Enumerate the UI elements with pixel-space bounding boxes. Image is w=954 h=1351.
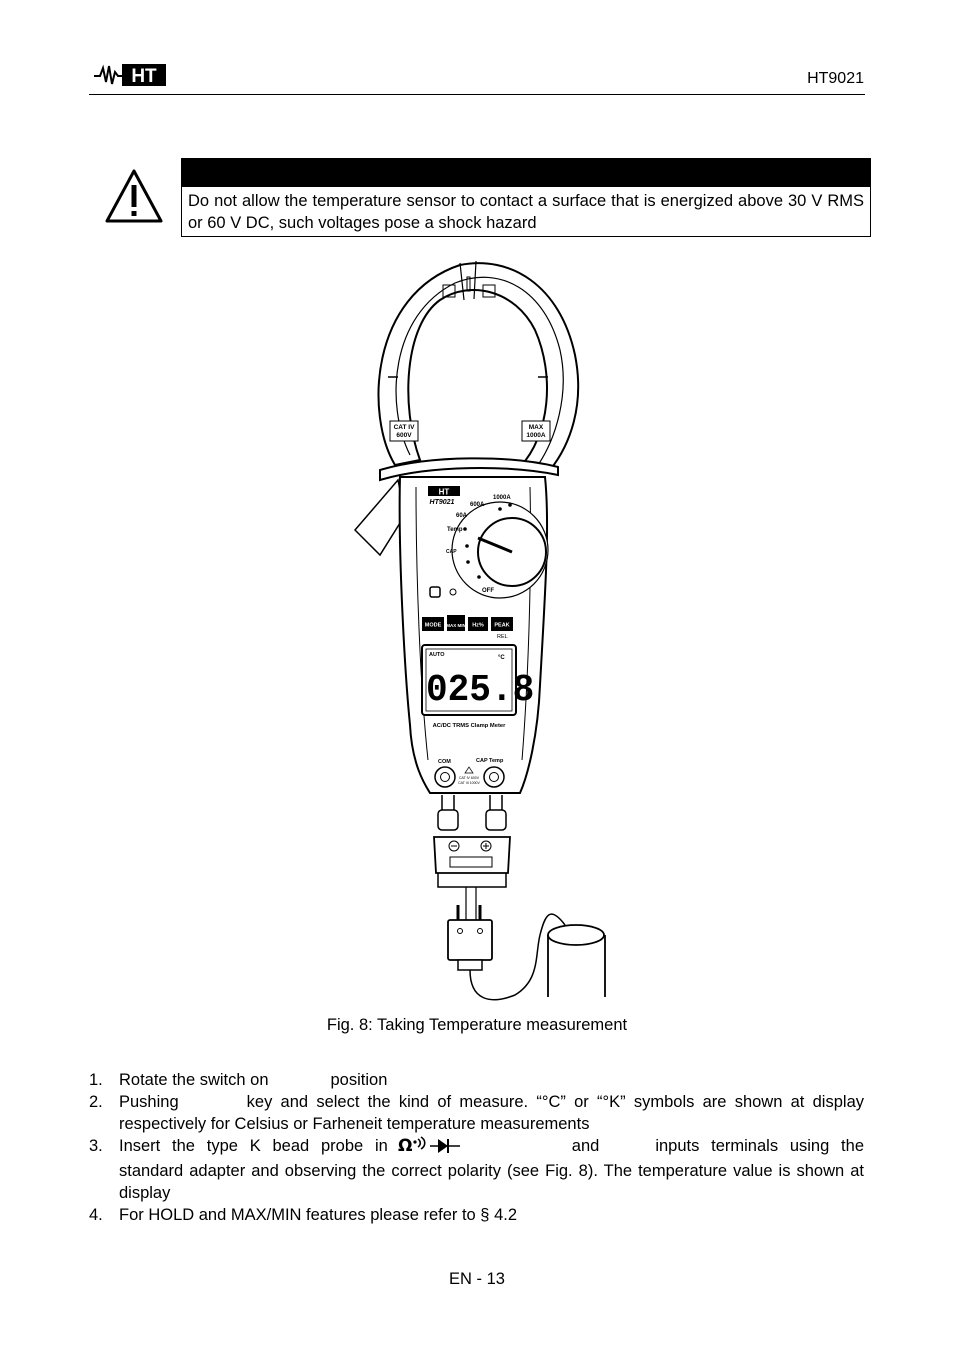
logo-text: HT <box>131 66 157 87</box>
terminal-cat-iv: CAT IV 600V <box>458 776 480 780</box>
ht-logo-icon <box>92 62 170 88</box>
ohm-buzzer-diode-icon <box>398 1136 470 1160</box>
range-cap-label: CAP <box>446 549 457 555</box>
com-label: COM <box>438 759 451 765</box>
lcd-unit: °C <box>498 655 505 661</box>
range-off-label: OFF <box>482 588 494 594</box>
instruction-steps <box>89 1069 864 1226</box>
step-number: 1. <box>89 1071 103 1089</box>
range-1000a-label: 1000A <box>493 495 511 501</box>
range-600a-label: 600A <box>470 502 485 508</box>
step-number: 3. <box>89 1137 103 1155</box>
lcd-reading: 025.8 <box>426 669 535 713</box>
clamp-meter-figure <box>350 255 610 1005</box>
step-number: 4. <box>89 1206 103 1224</box>
step-text: inputs terminals using the standard adapter and observing the correct polarity (see Fig. 8). The temperature value is shown at display <box>119 1137 864 1202</box>
warning-triangle-icon <box>104 168 164 224</box>
cat-right-label: MAX <box>528 424 544 431</box>
warning-title-bar <box>182 159 870 187</box>
cat-left-value: 600V <box>396 432 412 439</box>
warning-text: Do not allow the temperature sensor to contact a surface that is energized above 30 V RMS or 60 V DC, such voltages pose a shock hazard <box>188 192 864 232</box>
device-brand: HT <box>438 487 450 497</box>
cat-left-label: CAT IV <box>393 424 415 431</box>
cat-right-value: 1000A <box>526 432 546 439</box>
step-text: Rotate the switch on <box>119 1071 269 1089</box>
header-rule <box>89 94 865 95</box>
list-item <box>89 1135 864 1204</box>
range-temp-label: Temp <box>447 527 463 533</box>
device-caption: AC/DC TRMS Clamp Meter <box>432 723 506 729</box>
list-item <box>89 1091 864 1135</box>
list-item <box>89 1069 864 1091</box>
page-number: EN - 13 <box>449 1270 505 1288</box>
cap-temp-label: CAP Temp <box>476 758 504 764</box>
hz-button-label: Hz% <box>472 622 484 629</box>
step-text: Pushing <box>119 1093 179 1111</box>
step-text: position <box>330 1071 388 1089</box>
warning-box <box>181 158 871 237</box>
step-text: For HOLD and MAX/MIN features please refer to § 4.2 <box>119 1206 518 1224</box>
range-60a-label: 60A <box>456 513 468 519</box>
peak-button-label: PEAK <box>494 622 510 629</box>
list-item <box>89 1204 864 1226</box>
svg-text:Ω: Ω <box>397 1136 413 1154</box>
lcd-auto-label: AUTO <box>429 652 445 658</box>
device-model-label: HT9021 <box>429 499 455 506</box>
document-model: HT9021 <box>807 70 864 87</box>
mode-button-label: MODE <box>424 622 442 629</box>
terminal-cat-iii: CAT III 1000V <box>458 781 480 785</box>
step-text: Insert the type K bead probe in <box>119 1137 388 1155</box>
step-text: key and select the kind of measure. “°C” or “°K” symbols are shown at display respectively for Celsius or Farheneit temperature measurements <box>119 1093 864 1133</box>
step-text: and <box>571 1137 600 1155</box>
maxmin-button-label: MAX MIN <box>446 623 466 628</box>
rel-label: REL <box>497 634 508 640</box>
figure-caption: Fig. 8: Taking Temperature measurement <box>326 1016 628 1034</box>
step-number: 2. <box>89 1093 103 1111</box>
